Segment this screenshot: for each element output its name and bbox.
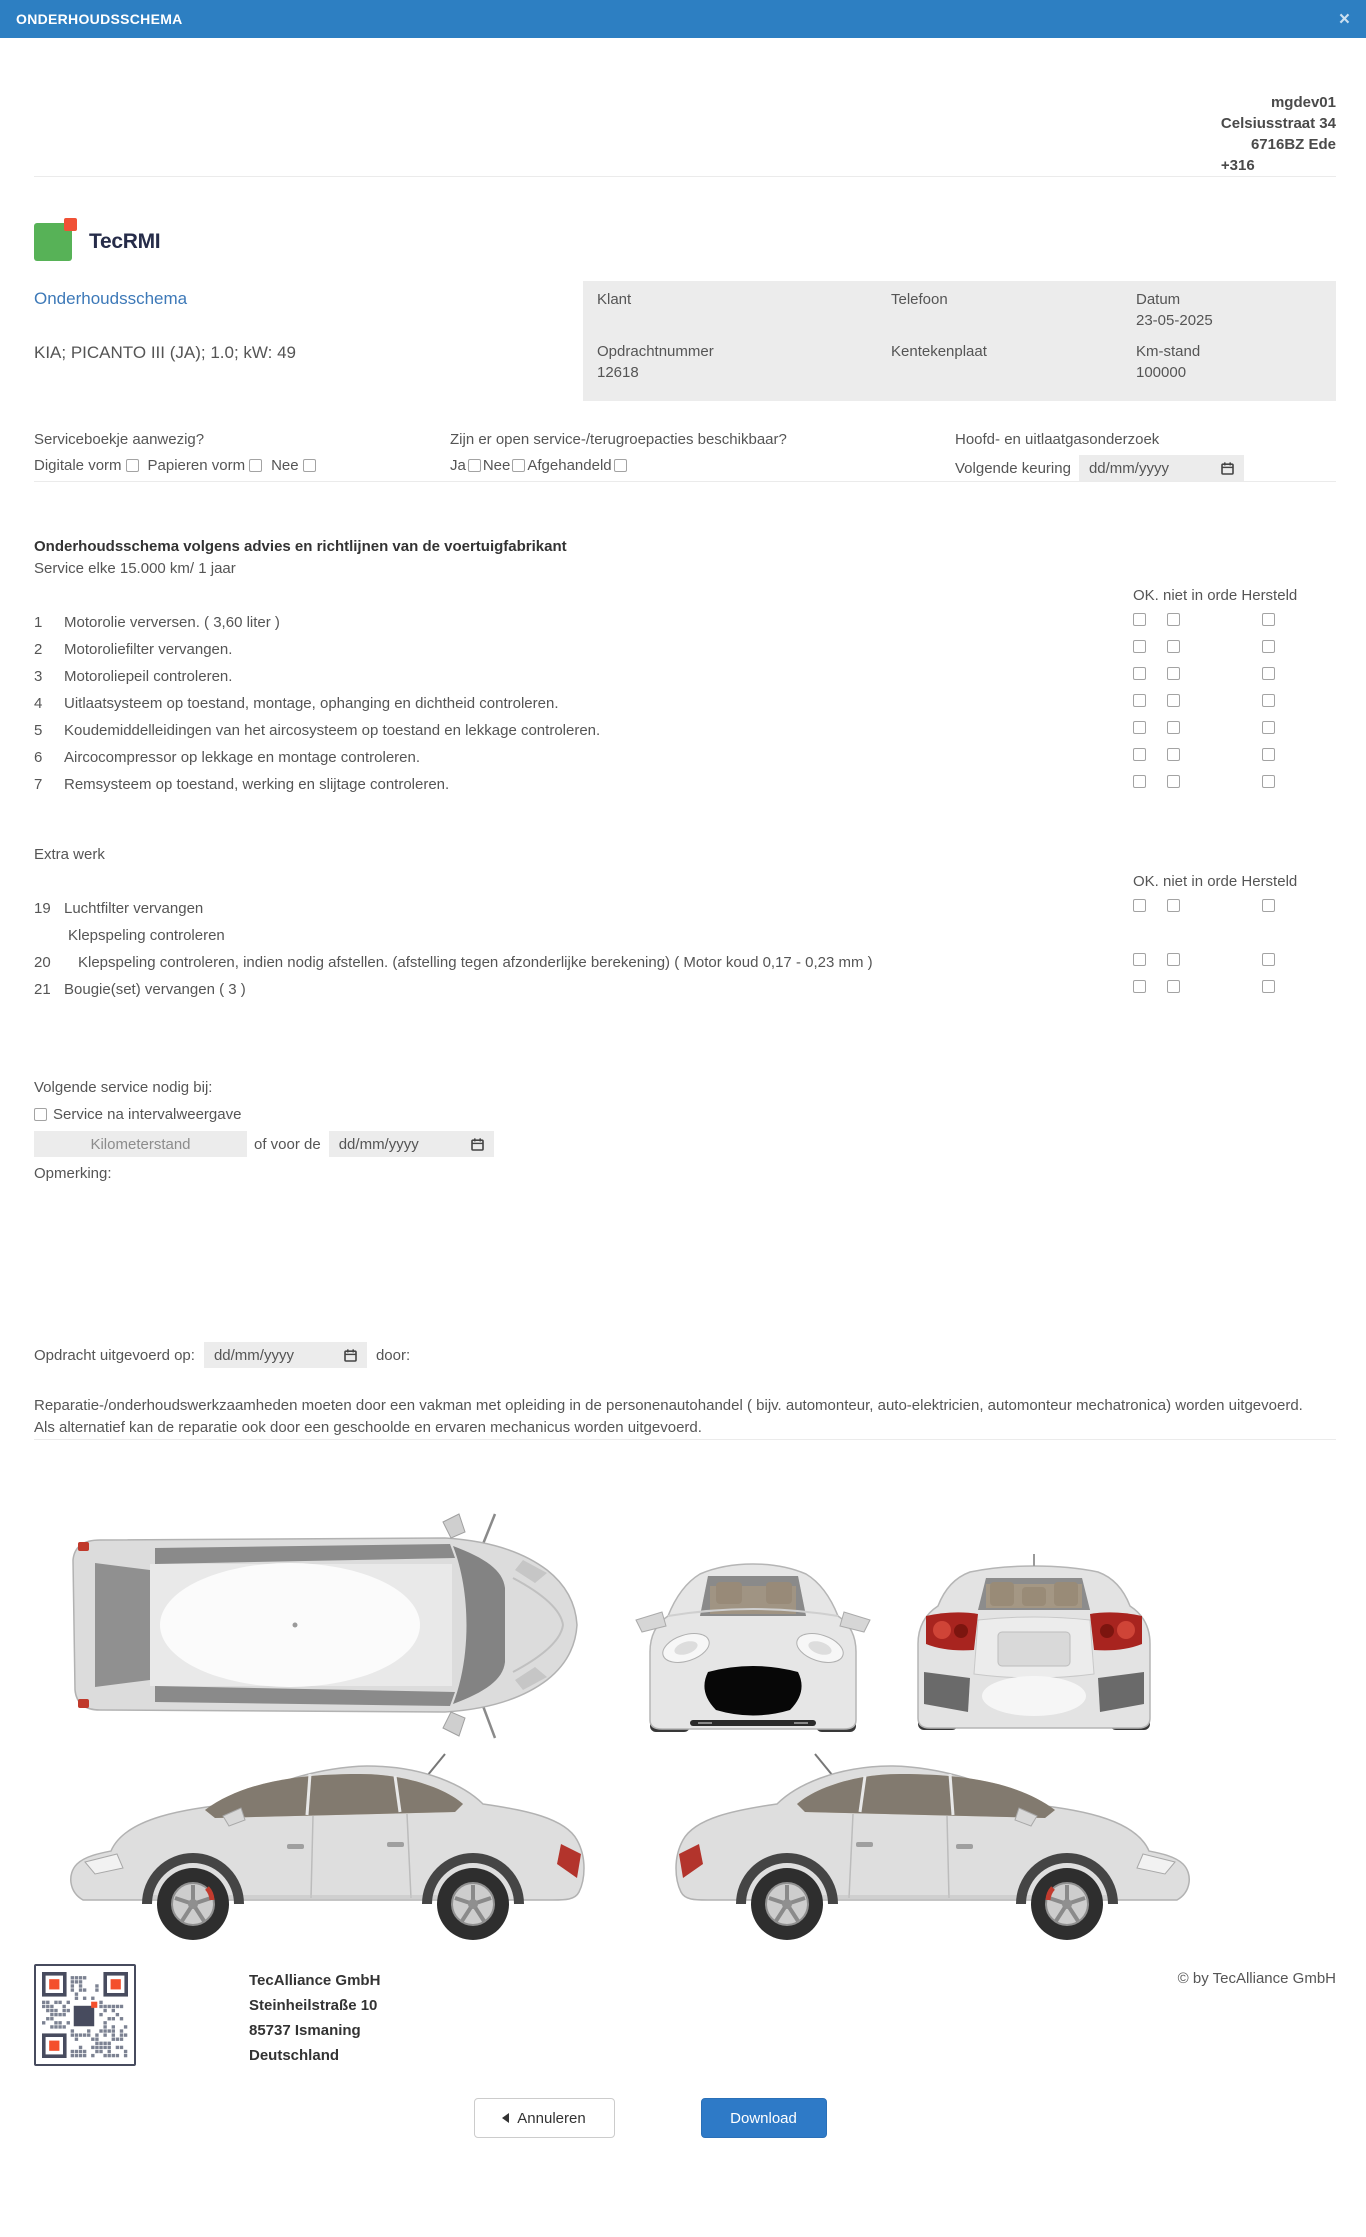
check-columns-header xyxy=(34,585,1336,609)
item-5-hersteld-checkbox[interactable] xyxy=(1262,721,1275,734)
item-1-nietinorde-checkbox[interactable] xyxy=(1167,613,1180,626)
extra-item-row xyxy=(34,976,1336,1003)
item-number: 3 xyxy=(34,668,43,685)
company-city: 85737 Ismaning xyxy=(249,2022,361,2039)
item-text: Motoroliefilter vervangen. xyxy=(64,641,233,658)
qr-center-logo xyxy=(74,2002,98,2027)
klant-cell xyxy=(597,289,891,339)
item-4-hersteld-checkbox[interactable] xyxy=(1262,694,1275,707)
date-placeholder: dd/mm/yyyy xyxy=(338,1135,419,1153)
item-number: 2 xyxy=(34,641,43,658)
kentekenplaat-label: Kentekenplaat xyxy=(891,343,987,360)
klant-value xyxy=(597,310,891,331)
item-3-ok-checkbox[interactable] xyxy=(1133,667,1146,680)
vehicle-description: KIA; PICANTO III (JA); 1.0; kW: 49 xyxy=(34,343,296,362)
item-text: Motorolie verversen. ( 3,60 liter ) xyxy=(64,614,280,631)
item-20-ok-checkbox[interactable] xyxy=(1133,953,1146,966)
item-number: 20 xyxy=(34,954,51,971)
afgehandeld-label: Afgehandeld xyxy=(527,457,612,474)
item-number: 19 xyxy=(34,900,51,917)
workshop-phone: +316 xyxy=(1220,157,1255,174)
car-top-view xyxy=(55,1508,600,1743)
company-country: Deutschland xyxy=(249,2047,340,2064)
item-7-nietinorde-checkbox[interactable] xyxy=(1167,775,1180,788)
telefoon-label: Telefoon xyxy=(891,291,948,308)
opdrachtnummer-label: Opdrachtnummer xyxy=(597,343,714,360)
item-21-nietinorde-checkbox[interactable] xyxy=(1167,980,1180,993)
volgende-keuring-date-input[interactable] xyxy=(1079,455,1244,481)
company-street: Steinheilstraße 10 xyxy=(249,1997,378,2014)
item-number: 4 xyxy=(34,695,43,712)
item-number: 1 xyxy=(34,614,43,631)
annuleren-label: Annuleren xyxy=(517,2109,586,2127)
annuleren-button[interactable] xyxy=(474,2098,615,2138)
vehicle-illustrations xyxy=(0,1440,1366,1956)
workshop-name: mgdev01 xyxy=(1270,94,1336,111)
tecrmi-logo xyxy=(34,219,1336,265)
item-1-hersteld-checkbox[interactable] xyxy=(1262,613,1275,626)
item-3-nietinorde-checkbox[interactable] xyxy=(1167,667,1180,680)
calendar-icon xyxy=(344,1349,357,1362)
qr-code xyxy=(34,1964,136,2066)
car-rear-view xyxy=(898,1524,1170,1739)
item-6-ok-checkbox[interactable] xyxy=(1133,748,1146,761)
nee2-label: Nee xyxy=(482,457,511,474)
of-voor-de-label: of voor de xyxy=(254,1135,321,1153)
tecrmi-logo-icon xyxy=(34,223,72,261)
nee-checkbox[interactable] xyxy=(303,459,316,472)
item-21-hersteld-checkbox[interactable] xyxy=(1262,980,1275,993)
remark-space xyxy=(34,1184,1336,1342)
item-2-ok-checkbox[interactable] xyxy=(1133,640,1146,653)
item-7-hersteld-checkbox[interactable] xyxy=(1262,775,1275,788)
ja-checkbox[interactable] xyxy=(468,459,481,472)
company-address-block xyxy=(249,1968,380,2068)
volgende-keuring-label: Volgende keuring xyxy=(955,459,1071,477)
check-columns-header xyxy=(34,871,1336,895)
serviceboekje-question xyxy=(34,429,450,481)
opdracht-uitgevoerd-label: Opdracht uitgevoerd op: xyxy=(34,1346,195,1364)
calendar-icon xyxy=(1221,462,1234,475)
copyright-text: © by TecAlliance GmbH xyxy=(1177,1970,1336,1987)
item-text: Koudemiddelleidingen van het aircosysteem op toestand en lekkage controleren. xyxy=(64,722,601,739)
service-item-row xyxy=(34,663,1336,690)
digitale-vorm-label: Digitale vorm xyxy=(34,457,122,474)
item-text: Motoroliepeil controleren. xyxy=(64,668,233,685)
item-2-hersteld-checkbox[interactable] xyxy=(1262,640,1275,653)
qr-finder-top-left xyxy=(42,1972,67,1997)
car-side-view-left xyxy=(55,1752,600,1952)
item-text: Uitlaatsysteem op toestand, montage, ophanging en dichtheid controleren. xyxy=(64,695,559,712)
ja-label: Ja xyxy=(450,457,466,474)
kentekenplaat-cell xyxy=(891,341,1136,391)
item-20-hersteld-checkbox[interactable] xyxy=(1262,953,1275,966)
extra-werk-heading: Extra werk xyxy=(34,846,105,863)
date-placeholder: dd/mm/yyyy xyxy=(213,1346,294,1364)
extra-item-row xyxy=(34,949,1336,976)
back-icon xyxy=(502,2113,509,2123)
car-side-view-right xyxy=(660,1752,1205,1952)
item-number: 7 xyxy=(34,776,43,793)
service-item-row xyxy=(34,744,1336,771)
divider xyxy=(34,481,1336,482)
item-19-nietinorde-checkbox[interactable] xyxy=(1167,899,1180,912)
company-name: TecAlliance GmbH xyxy=(249,1972,381,1989)
modal-title: ONDERHOUDSSCHEMA xyxy=(16,11,183,27)
item-4-ok-checkbox[interactable] xyxy=(1133,694,1146,707)
extra-item-row xyxy=(34,895,1336,922)
disclaimer-text: Reparatie-/onderhoudswerkzaamheden moeten door een vakman met opleiding in de personenautohandel ( bijv. automonteur, auto-elektricien, automonteur mechatronica) worden uitgevoerd. Als alternatief kan de reparatie ook door een geschoolde en ervaren mechanicus worden uitgevoerd. xyxy=(34,1397,1303,1436)
opdrachtnummer-cell xyxy=(597,341,891,391)
check-columns-label: OK. niet in orde Hersteld xyxy=(1133,873,1298,890)
item-4-nietinorde-checkbox[interactable] xyxy=(1167,694,1180,707)
klant-label: Klant xyxy=(597,291,632,308)
kilometerstand-input[interactable] xyxy=(34,1131,247,1157)
date-placeholder: dd/mm/yyyy xyxy=(1088,459,1169,477)
kmstand-value: 100000 xyxy=(1136,364,1187,381)
divider xyxy=(34,176,1336,177)
item-5-nietinorde-checkbox[interactable] xyxy=(1167,721,1180,734)
datum-cell xyxy=(1136,289,1336,339)
check-columns-label: OK. niet in orde Hersteld xyxy=(1133,587,1298,604)
service-item-row xyxy=(34,717,1336,744)
download-button[interactable]: Download xyxy=(701,2098,827,2138)
item-1-ok-checkbox[interactable] xyxy=(1133,613,1146,626)
item-6-hersteld-checkbox[interactable] xyxy=(1262,748,1275,761)
workshop-address-block xyxy=(1221,92,1336,176)
item-text: Aircocompressor op lekkage en montage controleren. xyxy=(64,749,421,766)
telefoon-cell xyxy=(891,289,1136,339)
item-text: Klepspeling controleren, indien nodig afstellen. (afstelling tegen afzonderlijke berekening) ( Motor koud 0,17 - 0,23 mm ) xyxy=(78,954,873,971)
item-19-hersteld-checkbox[interactable] xyxy=(1262,899,1275,912)
workshop-city: 6716BZ Ede xyxy=(1250,136,1336,153)
item-6-nietinorde-checkbox[interactable] xyxy=(1167,748,1180,761)
car-front-view xyxy=(628,1524,878,1739)
schedule-interval: Service elke 15.000 km/ 1 jaar xyxy=(34,560,236,577)
item-subtext: Klepspeling controleren xyxy=(68,927,225,944)
item-21-ok-checkbox[interactable] xyxy=(1133,980,1146,993)
afgehandeld-checkbox[interactable] xyxy=(614,459,627,472)
service-item-row xyxy=(34,636,1336,663)
opmerking-label: Opmerking: xyxy=(34,1165,112,1182)
papieren-vorm-label: Papieren vorm xyxy=(147,457,246,474)
tecrmi-logo-text: TecRMI xyxy=(89,230,161,253)
item-text: Luchtfilter vervangen xyxy=(64,900,204,917)
nee2-checkbox[interactable] xyxy=(512,459,525,472)
datum-value: 23-05-2025 xyxy=(1136,312,1213,329)
service-item-row xyxy=(34,609,1336,636)
service-item-row xyxy=(34,690,1336,717)
datum-label: Datum xyxy=(1136,291,1181,308)
door-label: door: xyxy=(375,1346,411,1364)
nee-label: Nee xyxy=(271,457,299,474)
item-20-nietinorde-checkbox[interactable] xyxy=(1167,953,1180,966)
item-3-hersteld-checkbox[interactable] xyxy=(1262,667,1275,680)
item-7-ok-checkbox[interactable] xyxy=(1133,775,1146,788)
close-icon[interactable]: × xyxy=(1338,8,1350,30)
qr-finder-top-right xyxy=(103,1972,128,1997)
volgende-service-title: Volgende service nodig bij: xyxy=(34,1079,213,1096)
item-text: Remsysteem op toestand, werking en slijtage controleren. xyxy=(64,776,450,793)
item-19-ok-checkbox[interactable] xyxy=(1133,899,1146,912)
next-service-date-input[interactable] xyxy=(329,1131,494,1157)
schedule-heading: Onderhoudsschema volgens advies en richtlijnen van de voertuigfabrikant xyxy=(34,538,567,555)
uitlaatgasonderzoek-question xyxy=(955,429,1336,481)
item-number: 5 xyxy=(34,722,43,739)
serviceacties-question xyxy=(450,429,955,481)
papieren-vorm-checkbox[interactable] xyxy=(249,459,262,472)
service-interval-label: Service na intervalweergave xyxy=(53,1106,242,1123)
service-interval-checkbox[interactable] xyxy=(34,1108,47,1121)
kmstand-cell xyxy=(1136,341,1336,391)
item-2-nietinorde-checkbox[interactable] xyxy=(1167,640,1180,653)
telefoon-value xyxy=(891,310,1136,331)
onderhoudsschema-link[interactable]: Onderhoudsschema xyxy=(34,289,188,308)
order-info-table xyxy=(583,281,1336,401)
serviceacties-title: Zijn er open service-/terugroepacties beschikbaar? xyxy=(450,431,787,448)
modal-titlebar xyxy=(0,0,1366,38)
extra-item-subrow xyxy=(34,922,1336,949)
item-number: 6 xyxy=(34,749,43,766)
item-number: 21 xyxy=(34,981,51,998)
kmstand-label: Km-stand xyxy=(1136,343,1201,360)
executed-date-input[interactable] xyxy=(204,1342,367,1368)
service-item-row xyxy=(34,771,1336,798)
digitale-vorm-checkbox[interactable] xyxy=(126,459,139,472)
workshop-street: Celsiusstraat 34 xyxy=(1220,115,1336,132)
serviceboekje-title: Serviceboekje aanwezig? xyxy=(34,431,205,448)
item-text: Bougie(set) vervangen ( 3 ) xyxy=(64,981,246,998)
item-5-ok-checkbox[interactable] xyxy=(1133,721,1146,734)
uitlaatgasonderzoek-title: Hoofd- en uitlaatgasonderzoek xyxy=(955,431,1160,448)
qr-finder-bottom-left xyxy=(42,2033,67,2058)
kentekenplaat-value xyxy=(891,362,1136,383)
opdrachtnummer-value: 12618 xyxy=(597,364,639,381)
calendar-icon xyxy=(471,1138,484,1151)
